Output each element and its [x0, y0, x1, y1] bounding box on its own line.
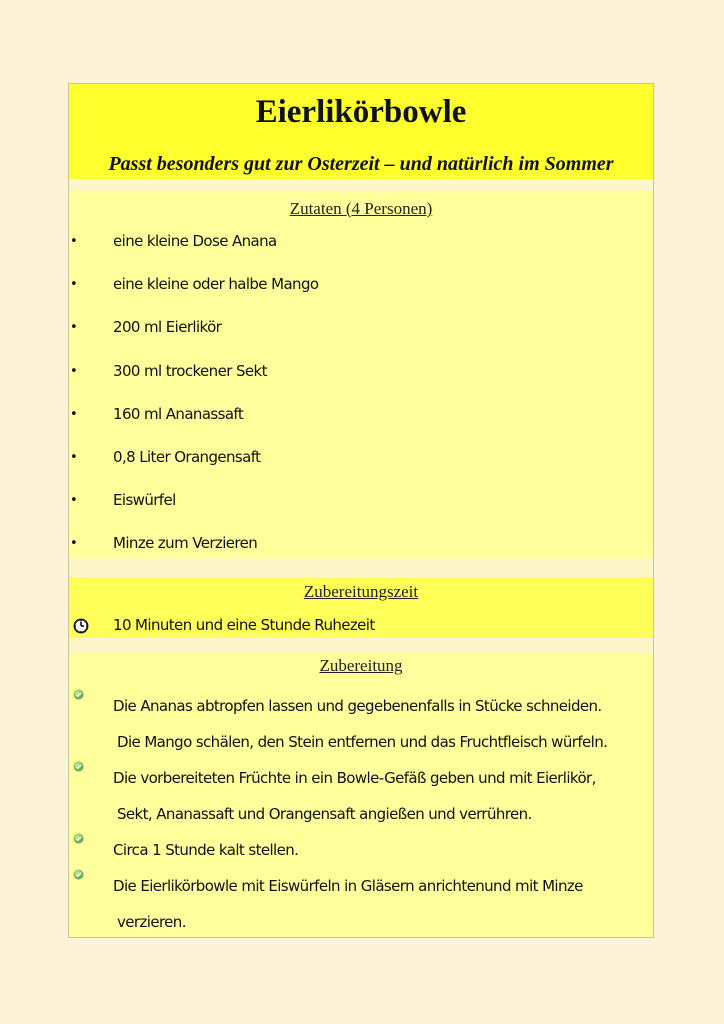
time-row	[69, 616, 653, 640]
step-item	[69, 868, 653, 940]
recipe-subtitle: Passt besonders gut zur Osterzeit – und natürlich im Sommer	[108, 153, 614, 175]
bullet-icon: •	[70, 363, 78, 379]
ingredient-text: eine kleine oder halbe Mango	[113, 275, 319, 294]
recipe-title: Eierlikörbowle	[255, 94, 467, 130]
step-text-line: Circa 1 Stunde kalt stellen.	[113, 841, 299, 859]
title-band	[69, 84, 653, 179]
ingredient-text: Minze zum Verzieren	[113, 534, 258, 553]
step-item	[69, 760, 653, 832]
step-text-line: Sekt, Ananassaft und Orangensaft angießen und verrühren.	[117, 805, 532, 823]
bullet-icon: •	[70, 277, 78, 293]
separator-band	[69, 179, 653, 191]
bullet-icon: •	[70, 449, 78, 465]
ingredient-text: Eiswürfel	[113, 491, 176, 510]
step-text-line: Die Eierlikörbowle mit Eiswürfeln in Gläsern anrichtenund mit Minze	[113, 877, 583, 895]
bullet-icon: •	[70, 320, 78, 336]
bullet-icon: •	[70, 493, 78, 509]
step-item	[69, 832, 653, 868]
bullet-icon: •	[70, 234, 78, 249]
ingredients-heading: Zutaten (4 Personen)	[289, 199, 433, 218]
separator-band	[69, 558, 653, 577]
ingredient-text: 160 ml Ananassaft	[113, 404, 244, 423]
preparation-steps	[69, 688, 653, 940]
recipe-card	[68, 83, 654, 938]
bullet-icon: •	[70, 536, 78, 552]
step-text-line: Die vorbereiteten Früchte in ein Bowle-Gefäß geben und mit Eierlikör,	[113, 769, 596, 787]
step-item	[69, 688, 653, 760]
ingredient-text: eine kleine Dose Anana	[113, 232, 277, 250]
check-icon	[73, 758, 84, 776]
check-icon	[73, 686, 84, 704]
check-icon	[73, 830, 84, 848]
ingredient-text: 300 ml trockener Sekt	[113, 361, 267, 380]
time-heading: Zubereitungszeit	[303, 582, 419, 601]
clock-icon	[73, 618, 89, 638]
check-icon	[73, 866, 84, 884]
step-text-line: Die Ananas abtropfen lassen und gegebenenfalls in Stücke schneiden.	[113, 697, 602, 715]
ingredient-text: 0,8 Liter Orangensaft	[113, 447, 261, 466]
separator-band	[69, 638, 653, 653]
time-value: 10 Minuten und eine Stunde Ruhezeit	[113, 616, 375, 634]
step-text-line: Die Mango schälen, den Stein entfernen und das Fruchtfleisch würfeln.	[117, 733, 608, 751]
bullet-icon: •	[70, 406, 78, 422]
step-text-line: verzieren.	[117, 913, 186, 931]
preparation-heading: Zubereitung	[319, 656, 403, 675]
ingredient-text: 200 ml Eierlikör	[113, 318, 222, 337]
